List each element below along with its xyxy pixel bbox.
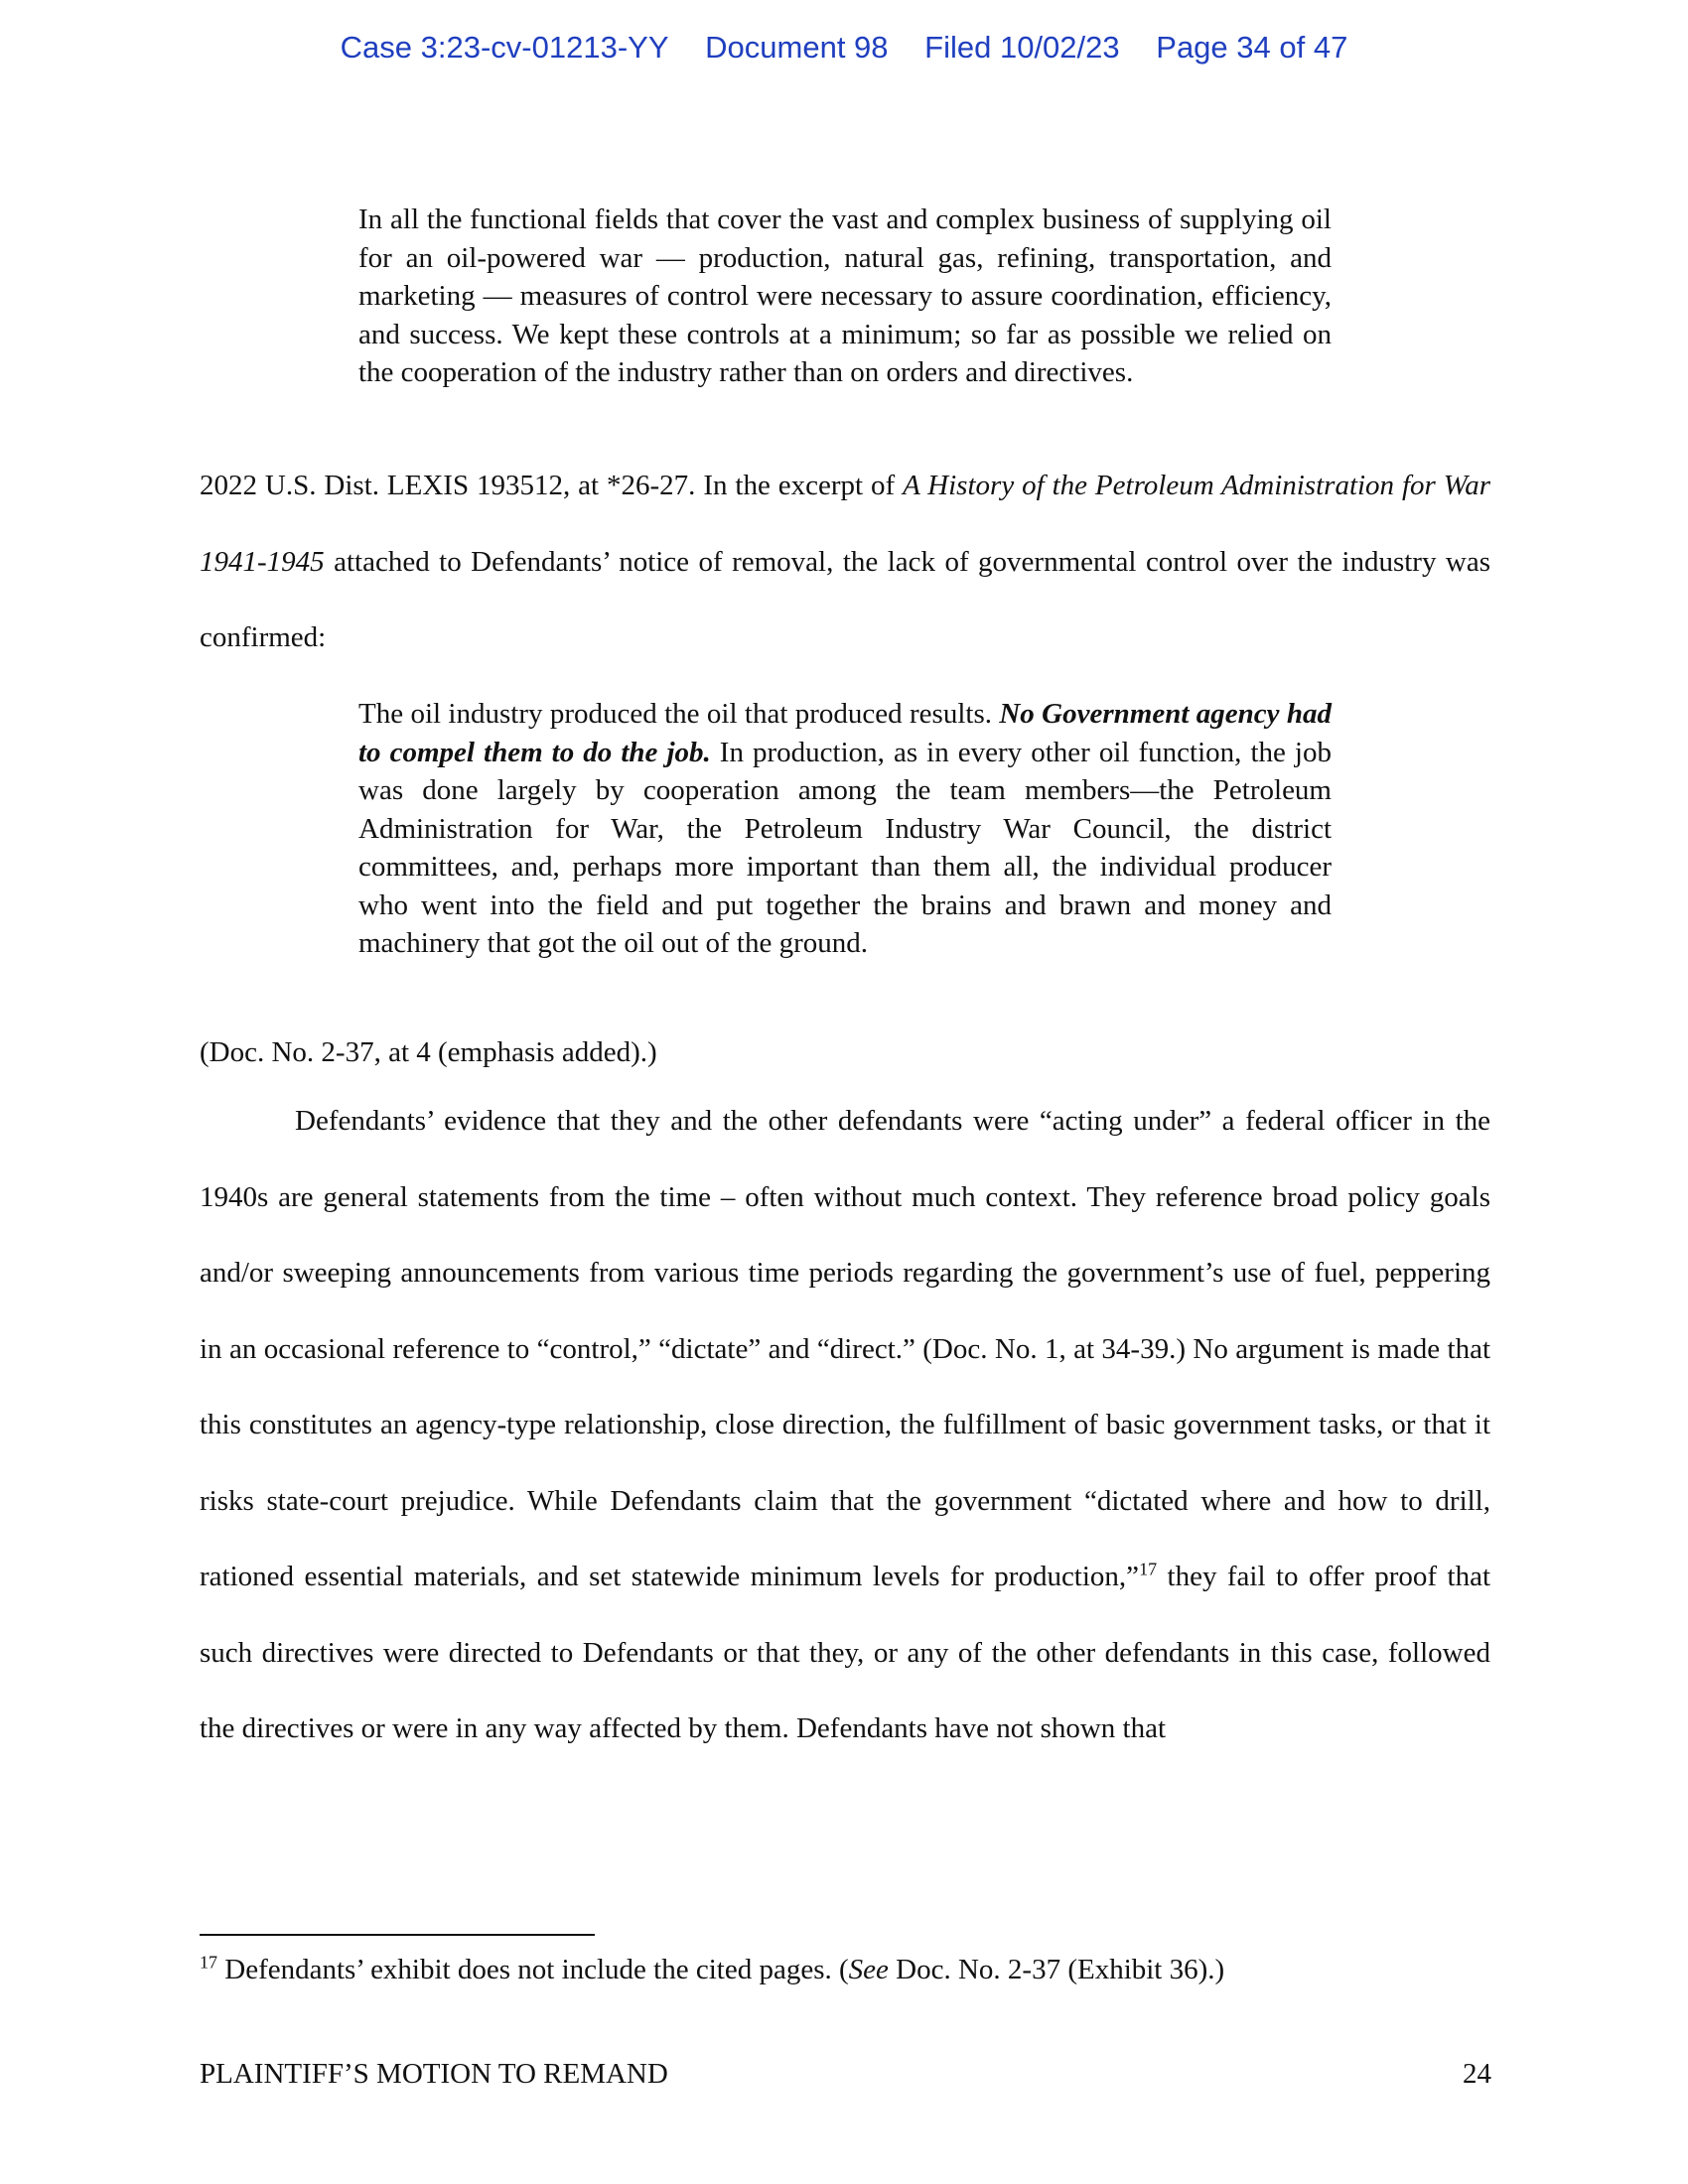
case-header [0,30,1688,66]
filed-date: Filed 10/02/23 [924,30,1120,65]
block-quote-2-lead: The oil industry produced the oil that produced results. [358,698,1000,730]
page-count: Page 34 of 47 [1156,30,1348,65]
citation-note: (Doc. No. 2-37, at 4 (emphasis added).) [200,1036,657,1068]
paragraph-1-lead: 2022 U.S. Dist. LEXIS 193512, at *26-27. In the excerpt of [200,470,904,501]
paragraph-1-tail: attached to Defendants’ notice of removal, the lack of governmental control over the industry was confirmed: [200,545,1490,653]
emphasized-sentence: No Government agency had to compel them to do the job. [358,698,1332,768]
paragraph-2-text-a: Defendants’ evidence that they and the other defendants were “acting under” a federal officer in the 1940s are general statements from the time – often without much context. They reference broad policy goals and/or sweeping announcements from various time periods regarding the government’s use of fuel, peppering in an occasional reference to “control,” “dictate” and “direct.” (Doc. No. 1, at 34-39.) No argument is made that this constitutes an agency-type relationship, close direction, the fulfillment of basic government tasks, or that it risks state-court prejudice. While Defendants claim that the government “dictated where and how to drill, rationed essential materials, and set statewide minimum levels for production,” [200,1105,1490,1592]
case-number: Case 3:23-cv-01213-YY [340,30,669,65]
block-quote-2-rest: In production, as in every other oil function, the job was done largely by cooperation among the team members—the Petroleum Administration for War, the Petroleum Industry War Council, the district committees, and, perhaps more important than them all, the individual producer who went into the field and put together the brains and brawn and money and machinery that got the oil out of the ground. [358,736,1332,959]
footnote-see: See [848,1954,889,1985]
footnote-17 [200,1951,1224,1988]
footnote-ref-17[interactable]: 17 [1139,1559,1158,1579]
footnote-text-a: Defendants’ exhibit does not include the cited pages. ( [217,1954,849,1985]
block-quote-1-text: In all the functional fields that cover the vast and complex business of supplying oil for an oil-powered war — production, natural gas, refining, transportation, and marketing — measures of control were necessary to assure coordination, efficiency, and success. We kept these controls at a minimum; so far as possible we relied on the cooperation of the industry rather than on orders and directives. [358,204,1332,388]
book-title: A History of the Petroleum Administration for War 1941-1945 [200,470,1491,578]
block-quote-2 [358,695,1332,963]
footer-page-number: 24 [1463,2058,1491,2090]
paragraph-1 [200,448,1490,676]
document-number: Document 98 [705,30,889,65]
footer-title: PLAINTIFF’S MOTION TO REMAND [200,2058,668,2090]
footnote-number: 17 [200,1952,217,1973]
block-quote-1 [358,201,1332,392]
paragraph-2 [200,1083,1490,1767]
paragraph-2-text-b: they fail to offer proof that such directives were directed to Defendants or that they, or any of the other defendants in this case, followed the directives or were in any way affected by them. Defendants have not shown that [200,1561,1490,1744]
footnote-divider [200,1934,595,1936]
footnote-text-b: Doc. No. 2-37 (Exhibit 36).) [888,1954,1225,1985]
